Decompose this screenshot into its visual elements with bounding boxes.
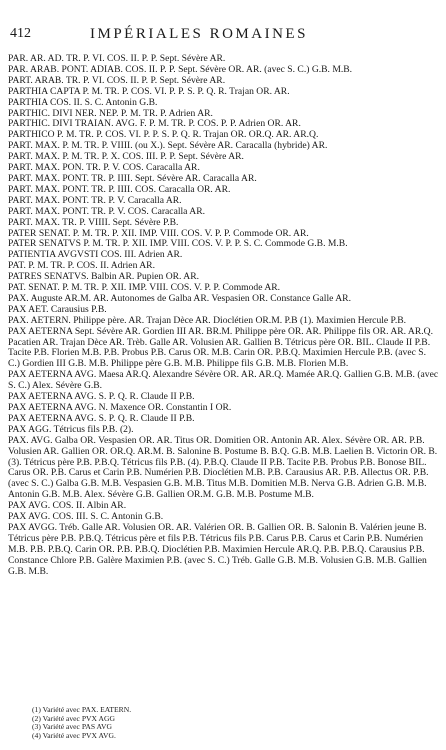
- catalog-entry: PAT. P. M. TR. P. COS. II. Adrien AR.: [8, 260, 155, 272]
- catalog-entry: PART. MAX. TR. P. VIIII. Sept. Sévère P.B.: [8, 216, 179, 228]
- catalog-entry: PAX AETERNA AVG. S. P. Q. R. Claude II P.B.: [8, 391, 195, 403]
- catalog-entry: PAX AGG. Tétricus fils P.B. (2).: [8, 423, 134, 435]
- catalog-entry: PAX. AVG. Galba OR. Vespasien OR. AR. Titus OR. Domitien OR. Antonin AR. Alex. Sévère OR. AR. P.B. Volusien AR. Gallien OR. OR.Q. AR.M. B. Salonine B. Postume B. B.Q. G.B. M.B. Laelien B. Victorin OR. B. (3). Tétricus père P.B. P.B.Q. Tétricus fils P.B. (4). P.B.Q. Claude II P.B. Tacite P.B. Probus P.B. Bonose BIL. Carus OR. P.B. Carus et Carin P.B. Numérien P.B. Dioclétien M.B. P.B. Carausius AR. P.B. Allectus OR. P.B. (avec S. C.) Galba G.B. M.B. Vespasien G.B. M.B. Titus M.B. Domitien M.B. Nerva G.B. Adrien G.B. M.B. Antonin G.B. M.B. Alex. Sévère G.B. Gallien OR.M. G.B. M.B. Postume M.B.: [8, 434, 438, 501]
- footnote: (4) Variété avec PVX AVG.: [32, 730, 116, 740]
- catalog-entry: PATIENTIA AVGVSTI COS. III. Adrien AR.: [8, 249, 183, 261]
- footnote: (2) Variété avec PVX AGG: [32, 713, 115, 723]
- catalog-entry: PARTHIC. DIVI TRAIAN. AVG. F. P. M. TR. P. COS. P. P. Adrien OR. AR.: [8, 118, 301, 130]
- catalog-entry: PART. MAX. PONT. TR. P. V. Caracalla AR.: [8, 194, 182, 206]
- catalog-entry: PATER SENATVS P. M. TR. P. XII. IMP. VIII. COS. V. P. P. S. C. Commode G.B. M.B.: [8, 238, 348, 250]
- catalog-entry: PAX AETERNA AVG. Maesa AR.Q. Alexandre Sévère OR. AR. AR.Q. Mamée AR.Q. Gallien G.B. M.B. (avec S. C.) Alex. Sévère G.B.: [8, 369, 439, 392]
- footnotes: [32, 706, 332, 740]
- catalog-entry: PAX. AETERN. Philippe père. AR. Trajan Dèce AR. Dioclétien OR.M. P.B (1). Maximien Hercule P.B.: [8, 314, 407, 326]
- catalog-entry: PARTHIA COS. II. S. C. Antonin G.B.: [8, 96, 158, 108]
- catalog-entry: PART. MAX. PONT. TR. P. IIII. COS. Caracalla OR. AR.: [8, 183, 231, 195]
- catalog-entry: PART. MAX. PON. TR. P. V. COS. Caracalla AR.: [8, 162, 200, 174]
- catalog-entry: PAX AVGG. Tréb. Galle AR. Volusien OR. AR. Valérien OR. B. Gallien OR. B. Salonin B. Valérien jeune B. Tétricus père P.B. P.B.Q. Tétricus père et fils P.B. Tétricus fils P.B. Carus P.B. Carus et Carin P.B. Numérien M.B. P.B. P.B.Q. Carin OR. P.B. P.B.Q. Dioclétien P.B. Maximien Hercule AR.Q. P.B. P.B.Q. Carausius P.B. Constance Chlore P.B. Galère Maximien P.B. (avec S. C.) Tréb. Galle G.B. M.B. Volusien G.B. M.B. Gallien G.B. M.B.: [8, 521, 427, 577]
- catalog-entry: PATRES SENATVS. Balbin AR. Pupien OR. AR.: [8, 271, 200, 283]
- catalog-entry: PAX AETERNA Sept. Sévère AR. Gordien III AR. BR.M. Philippe père OR. AR. Philippe fils OR. AR. AR.Q. Pacatien AR. Trajan Dèce AR. Trèb. Galle AR. Volusien AR. Gallien B. Tétricus père OR. BIL. Claude II P.B. Tacite P.B. Florien M.B. P.B. Probus P.B. Carus OR. M.B. Carin OR. P.B.Q. Maximien Hercule P.B. (avec S. C.) Gordien III G.B. M.B. Philippe père G.B. M.B. Philippe fils G.B. M.B. Florien M.B.: [8, 325, 433, 370]
- catalog-entries: [8, 54, 440, 578]
- catalog-entry: PART. ARAB. TR. P. VI. COS. II. P. P. Sept. Sévère AR.: [8, 74, 226, 86]
- page-number: 412: [10, 26, 31, 41]
- catalog-entry: PART. MAX. P. M. TR. P. VIIII. (ou X.). Sept. Sévère AR. Caracalla (hybride) AR.: [8, 140, 328, 152]
- catalog-entry: PAX AET. Carausius P.B.: [8, 303, 107, 315]
- catalog-entry: PAT. SENAT. P. M. TR. P. XII. IMP. VIII. COS. V. P. P. Commode AR.: [8, 282, 281, 294]
- footnote: (1) Variété avec PAX. EATERN.: [32, 705, 132, 714]
- catalog-entry: PAR. ARAB. PONT. ADIAB. COS. II. P. P. Sept. Sévère OR. AR. (avec S. C.) G.B. M.B.: [8, 63, 353, 75]
- catalog-entry: PAX. Auguste AR.M. AR. Autonomes de Galba AR. Vespasien OR. Constance Galle AR.: [8, 292, 351, 304]
- catalog-entry: PAX AVG. COS. II. Albin AR.: [8, 500, 127, 512]
- catalog-entry: PART. MAX. PONT. TR. P. IIII. Sept. Sévère AR. Caracalla AR.: [8, 172, 257, 184]
- footnote: (3) Variété avec PAS AVG: [32, 722, 113, 732]
- running-title: IMPÉRIALES ROMAINES: [90, 26, 308, 42]
- catalog-entry: PART. MAX. P. M. TR. P. X. COS. III. P. P. Sept. Sévère AR.: [8, 151, 244, 163]
- catalog-entry: PART. MAX. PONT. TR. P. V. COS. Caracalla AR.: [8, 205, 206, 217]
- catalog-entry: PAR. AR. AD. TR. P. VI. COS. II. P. P. Sept. Sévère AR.: [8, 53, 226, 64]
- catalog-entry: PATER SENAT. P. M. TR. P. XII. IMP. VIII. COS. V. P. P. Commode OR. AR.: [8, 227, 309, 239]
- catalog-entry: PARTHICO P. M. TR. P. COS. VI. P. P. S. P. Q. R. Trajan OR. OR.Q. AR. AR.Q.: [8, 129, 319, 141]
- catalog-entry: PAX AVG. COS. III. S. C. Antonin G.B.: [8, 511, 164, 523]
- catalog-entry: PARTHIC. DIVI NER. NEP. P. M. TR. P. Adrien AR.: [8, 107, 213, 119]
- catalog-entry: PAX AETERNA AVG. N. Maxence OR. Constantin I OR.: [8, 402, 232, 413]
- catalog-entry: PAX AETERNA AVG. S. P. Q. R. Claude II P.B.: [8, 412, 195, 424]
- page-header: [10, 26, 436, 48]
- catalog-entry: PARTHIA CAPTA P. M. TR. P. COS. VI. P. P. S. P. Q. R. Trajan OR. AR.: [8, 85, 290, 97]
